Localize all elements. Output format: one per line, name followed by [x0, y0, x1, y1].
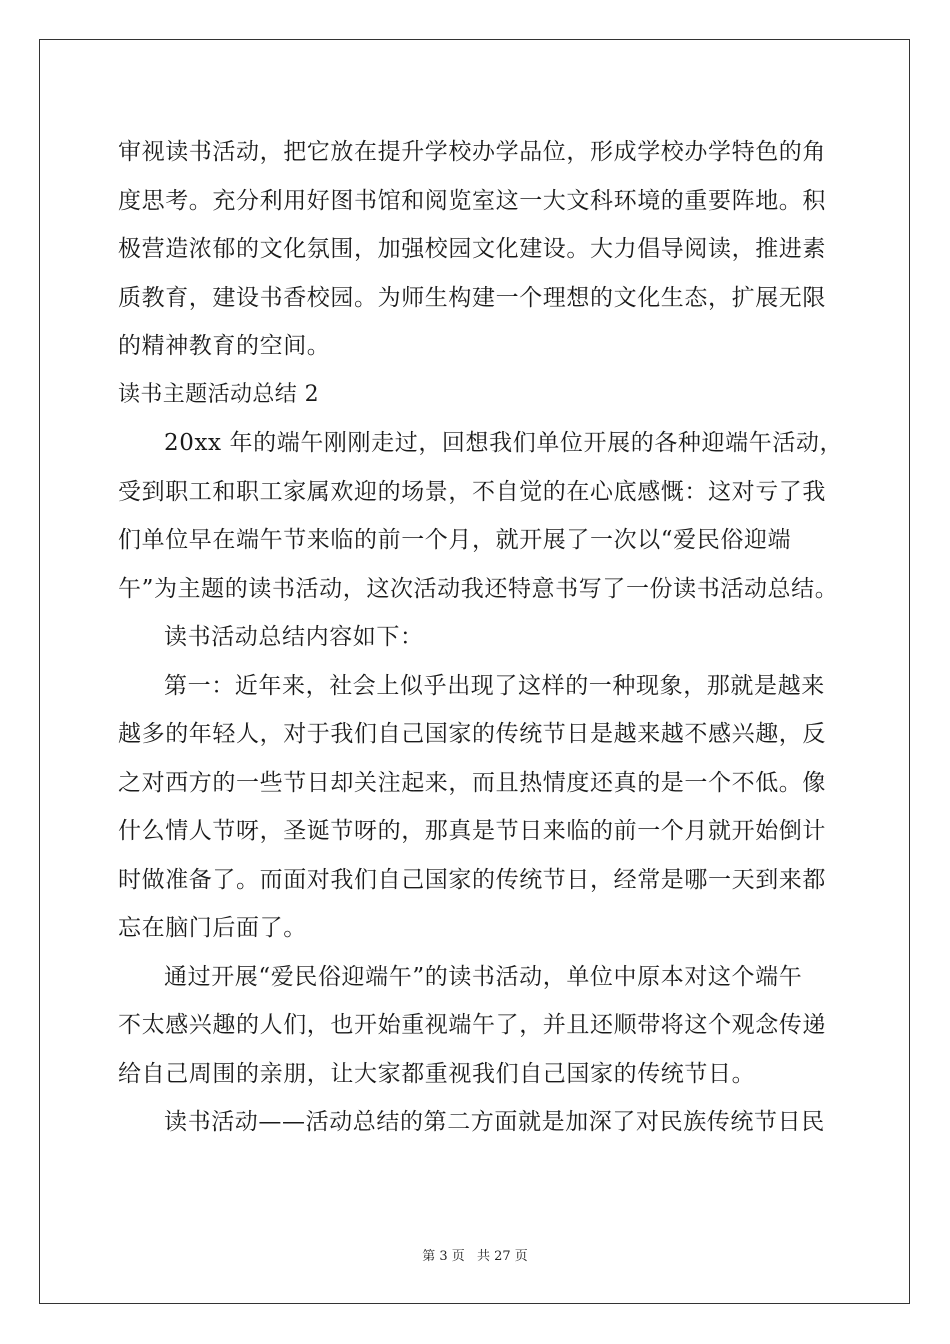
text-line: 读书活动——活动总结的第二方面就是加深了对民族传统节日民: [164, 1109, 825, 1135]
text-line: 读书活动总结内容如下：: [164, 624, 424, 650]
text-line: 们单位早在端午节来临的前一个月，就开展了一次以“爱民俗迎端: [118, 527, 792, 553]
page-footer: [0, 1245, 950, 1264]
section-heading: 读书主题活动总结 2: [118, 381, 319, 407]
document-body: [118, 128, 844, 1147]
text-line: 什么情人节呀，圣诞节呀的，那真是节日来临的前一个月就开始倒计: [118, 818, 826, 844]
text-line: 的精神教育的空间。: [118, 333, 331, 359]
text-line: 20xx 年的端午刚刚走过，回想我们单位开展的各种迎端午活动，: [164, 430, 844, 456]
page-total: 共 27 页: [476, 1249, 528, 1264]
text-line: 时做准备了。而面对我们自己国家的传统节日，经常是哪一天到来都: [118, 866, 826, 893]
text-line: 质教育，建设书香校园。为师生构建一个理想的文化生态，扩展无限: [118, 284, 826, 311]
text-line: 审视读书活动，把它放在提升学校办学品位，形成学校办学特色的角: [118, 139, 826, 165]
page-number: 第 3 页: [422, 1249, 465, 1264]
text-line: 越多的年轻人，对于我们自己国家的传统节日是越来越不感兴趣，反: [118, 721, 826, 747]
text-line: 之对西方的一些节日却关注起来，而且热情度还真的是一个不低。像: [118, 769, 826, 796]
text-line: 度思考。充分利用好图书馆和阅览室这一大文科环境的重要阵地。积: [118, 187, 826, 214]
text-line: 午”为主题的读书活动，这次活动我还特意书写了一份读书活动总结。: [118, 575, 839, 602]
text-line: 不太感兴趣的人们，也开始重视端午了，并且还顺带将这个观念传递: [118, 1012, 826, 1038]
text-line: 第一：近年来，社会上似乎出现了这样的一种现象，那就是越来: [164, 672, 825, 699]
text-line: 给自己周围的亲朋，让大家都重视我们自己国家的传统节日。: [118, 1060, 756, 1087]
text-line: 极营造浓郁的文化氛围，加强校园文化建设。大力倡导阅读，推进素: [118, 236, 826, 262]
text-line: 忘在脑门后面了。: [118, 915, 307, 941]
text-line: 受到职工和职工家属欢迎的场景，不自觉的在心底感慨：这对亏了我: [118, 478, 826, 505]
text-line: 通过开展“爱民俗迎端午”的读书活动，单位中原本对这个端午: [164, 963, 803, 990]
